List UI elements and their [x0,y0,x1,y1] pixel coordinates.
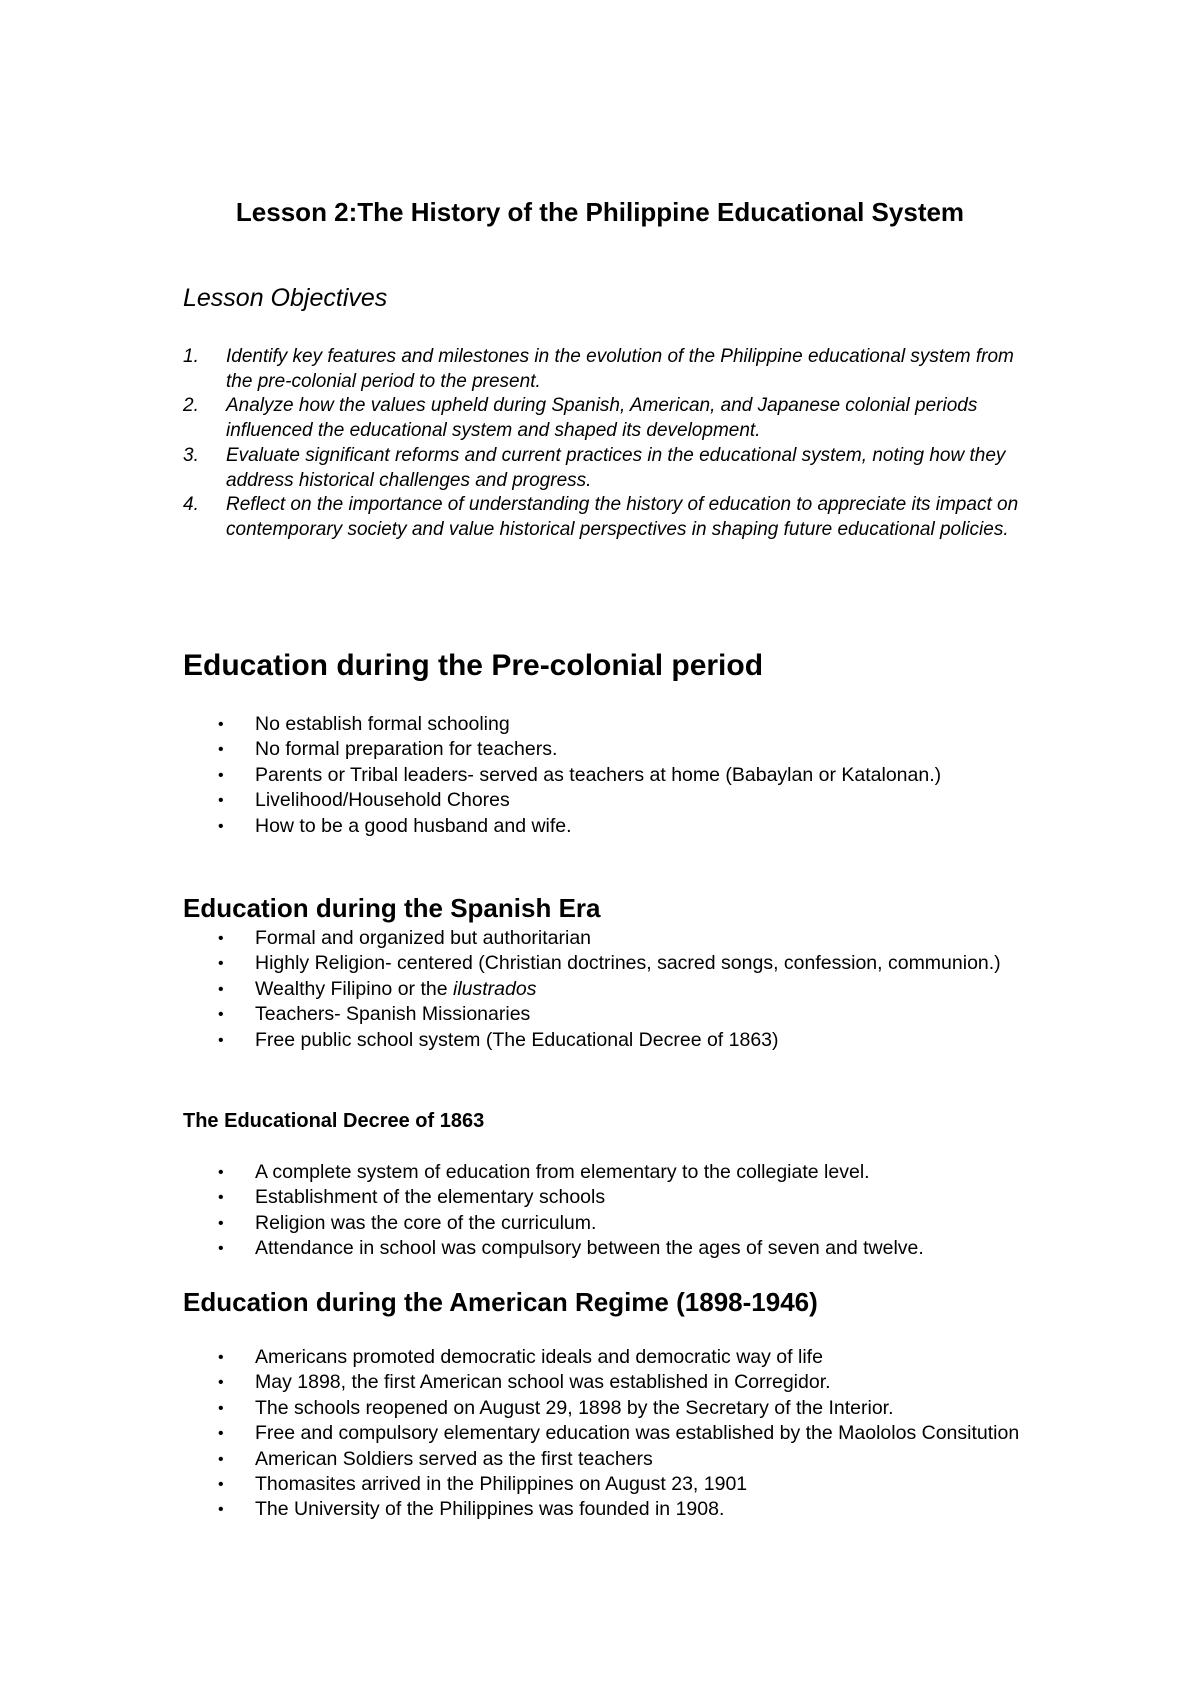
list-item: • A complete system of education from elementary to the collegiate level. [183,1160,1043,1185]
objectives-list [183,345,1043,543]
bullet-icon: • [218,955,224,973]
bullet-icon: • [218,1006,224,1024]
bullet-icon: • [218,792,224,810]
objectives-heading: Lesson Objectives [183,284,388,312]
objective-text: Evaluate significant reforms and current practices in the educational system, noting how they address historical challenges and progress. [226,444,1006,491]
spanish-heading: Education during the Spanish Era [183,893,601,923]
bullet-icon: • [218,930,224,947]
list-item: • The University of the Philippines was founded in 1908. [183,1497,1043,1522]
objective-text: Reflect on the importance of understanding the history of education to appreciate its impact on contemporary society and value historical perspectives in shaping future educational policies. [226,494,1019,540]
bullet-icon: • [218,766,224,784]
precolonial-list [183,712,1043,839]
bullet-icon: • [218,1425,224,1443]
objective-item [183,345,1043,394]
list-item: • Parents or Tribal leaders- served as teachers at home (Babaylan or Katalonan.) [183,763,1043,788]
bullet-icon: • [218,741,224,759]
page-title: Lesson 2:The History of the Philippine Educational System [235,197,965,227]
bullet-icon: • [218,1399,224,1417]
list-item: • The schools reopened on August 29, 1898 by the Secretary of the Interior. [183,1396,1043,1421]
list-item: • Thomasites arrived in the Philippines on August 23, 1901 [183,1472,1043,1497]
list-item: • May 1898, the first American school was established in Corregidor. [183,1370,1043,1395]
bullet-icon: • [218,1450,224,1468]
list-item: • Religion was the core of the curriculum. [183,1211,1043,1236]
objective-item [183,493,1043,542]
objective-item [183,394,1043,443]
list-item: • How to be a good husband and wife. [183,814,1043,839]
bullet-icon: • [218,1031,224,1049]
list-item: • Free public school system (The Educational Decree of 1863) [183,1028,1043,1053]
bullet-icon: • [218,1214,224,1232]
objective-text: Analyze how the values upheld during Spanish, American, and Japanese colonial periods influenced the educational system and shaped its development. [226,395,978,442]
list-item: • American Soldiers served as the first teachers [183,1447,1043,1472]
objective-number: 4. [183,494,199,516]
bullet-icon: • [218,817,224,835]
american-heading: Education during the American Regime (1898-1946) [183,1287,818,1317]
bullet-icon: • [218,1349,224,1366]
list-item: • Free and compulsory elementary education was established by the Maololos Consitution [183,1421,1043,1446]
list-item: • No establish formal schooling [183,712,1043,737]
objective-item [183,444,1043,493]
list-item: • Teachers- Spanish Missionaries [183,1002,1043,1027]
bullet-icon: • [218,1240,224,1258]
bullet-icon: • [218,1476,224,1494]
list-item: • Americans promoted democratic ideals and democratic way of life [183,1345,1043,1370]
bullet-icon: • [218,1501,224,1519]
objective-number: 1. [183,346,199,367]
bullet-icon: • [218,716,224,733]
list-item: • Formal and organized but authoritarian [183,926,1043,951]
list-item: • Establishment of the elementary schools [183,1185,1043,1210]
spanish-list [183,926,1043,1053]
bullet-icon: • [218,980,224,998]
precolonial-heading: Education during the Pre-colonial period [183,649,764,682]
objective-number: 2. [183,395,199,417]
bullet-icon: • [218,1164,224,1181]
list-item: • Wealthy Filipino or the ilustrados [183,977,1043,1002]
objective-number: 3. [183,444,199,466]
list-item: • No formal preparation for teachers. [183,737,1043,762]
list-item: • Livelihood/Household Chores [183,788,1043,813]
bullet-icon: • [218,1189,224,1207]
list-item: • Attendance in school was compulsory between the ages of seven and twelve. [183,1236,1043,1261]
decree-heading: The Educational Decree of 1863 [183,1110,485,1132]
american-list [183,1345,1043,1523]
objective-text: Identify key features and milestones in the evolution of the Philippine educational system from the pre-colonial period to the present. [226,346,1014,392]
bullet-icon: • [218,1374,224,1392]
decree-list [183,1160,1043,1262]
list-item: • Highly Religion- centered (Christian doctrines, sacred songs, confession, communion.) [183,951,1043,976]
